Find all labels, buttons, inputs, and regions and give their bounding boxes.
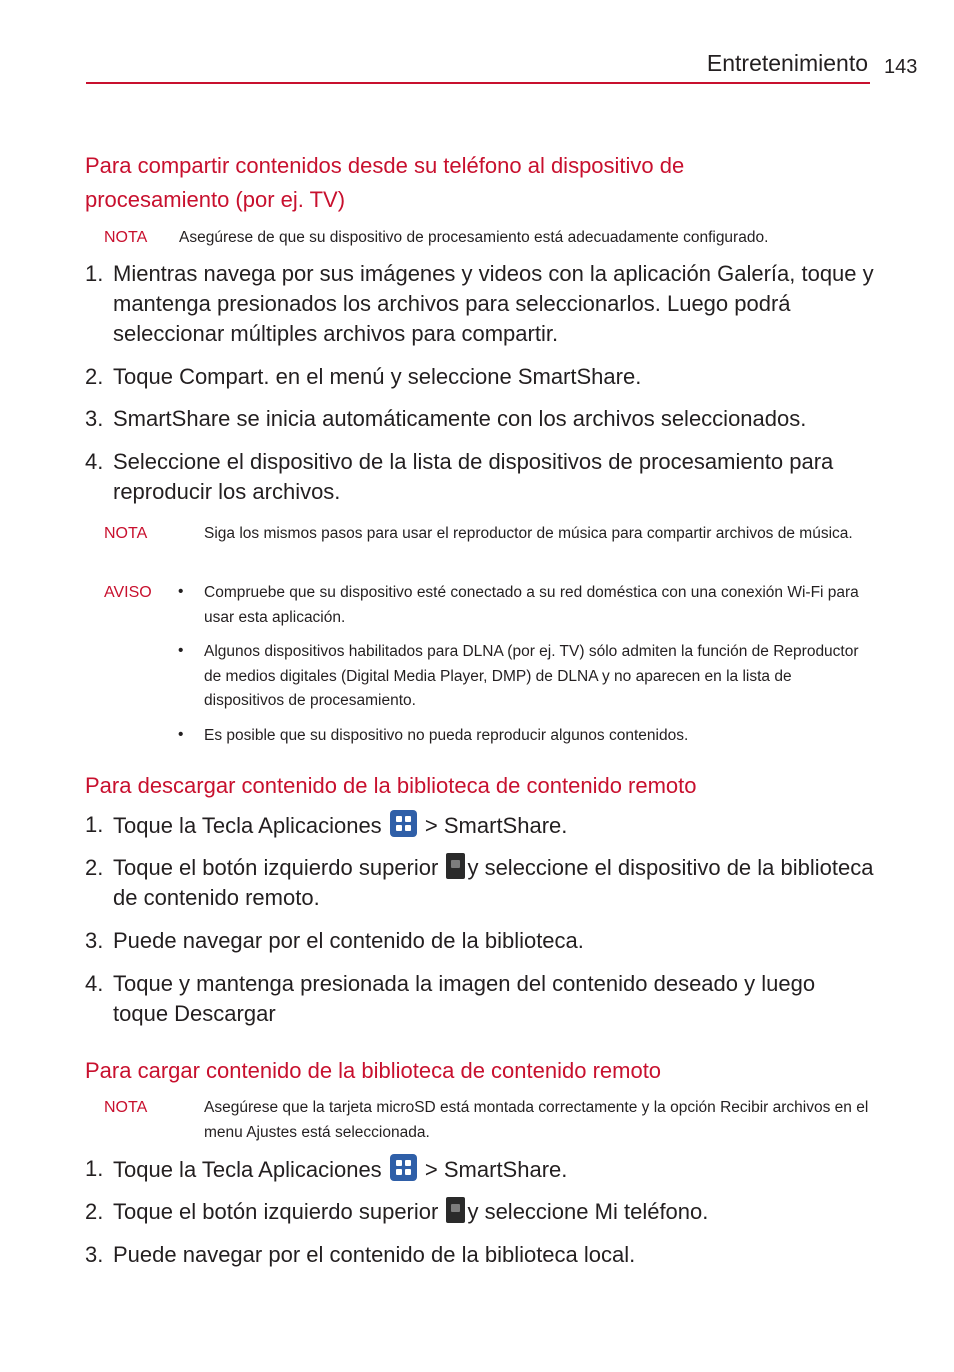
ui-term-compart: Compart.: [179, 364, 270, 389]
list-number: 3.: [85, 406, 104, 431]
list-number: 1.: [85, 1156, 104, 1181]
list-number: 1.: [85, 812, 104, 837]
list-item: [85, 404, 875, 434]
warning-label: AVISO: [104, 584, 152, 601]
list-item: [85, 926, 875, 956]
list-item: [85, 259, 875, 349]
warning-text: Compruebe que su dispositivo esté conectado a su red doméstica con una conexión Wi-Fi para usar esta aplicación.: [204, 584, 859, 626]
list-text: [113, 404, 875, 434]
ui-term-smartshare: SmartShare: [517, 364, 636, 389]
ui-term-descargar: Descargar: [174, 1001, 276, 1026]
list-number: 2.: [85, 364, 104, 389]
list-number: 2.: [85, 1199, 104, 1224]
note-label: NOTA: [104, 1099, 148, 1116]
note-label: NOTA: [104, 525, 148, 542]
list-item: [85, 853, 875, 913]
note-text: Siga los mismos pasos para usar el reproductor de música para compartir archivos de música.: [204, 525, 853, 542]
ui-term-smartshare: SmartShare: [113, 406, 231, 431]
section-heading-line: procesamiento (por ej. TV): [85, 187, 346, 212]
list-number: 4.: [85, 449, 104, 474]
text-run: y seleccione: [467, 1199, 595, 1224]
text-run: y seleccione el dispositivo de la biblioteca de contenido remoto.: [113, 855, 874, 910]
list-item: [85, 810, 875, 841]
bullet-icon: •: [178, 583, 184, 600]
list-text: [113, 969, 875, 1029]
ui-term-recibir-archivos: Recibir archivos: [720, 1099, 831, 1116]
list-text: [113, 1154, 875, 1185]
top-left-button-icon: [446, 1197, 465, 1223]
list-number: 4.: [85, 971, 104, 996]
top-left-button-icon: [446, 853, 465, 879]
text-run: Toque el botón izquierdo superior: [113, 855, 445, 880]
section-heading-download: Para descargar contenido de la biblioteca de contenido remoto: [85, 773, 697, 798]
section-heading-share: [85, 149, 875, 217]
bullet-icon: •: [178, 642, 184, 659]
ui-term-smartshare: > SmartShare: [418, 1157, 562, 1182]
page-number: 143: [884, 56, 918, 78]
section-heading-line: Para compartir contenidos desde su teléfono al dispositivo de: [85, 153, 685, 178]
list-item: [85, 447, 875, 507]
text-run: Asegúrese que la tarjeta microSD está montada correctamente y la opción: [204, 1099, 721, 1116]
text-run: Toque la: [113, 1157, 202, 1182]
apps-grid-icon: [390, 1154, 417, 1181]
text-run: .: [702, 1199, 709, 1224]
list-number: 3.: [85, 1242, 104, 1267]
list-text: Puede navegar por el contenido de la biblioteca.: [113, 928, 584, 953]
text-run: .: [561, 1157, 568, 1182]
text-run: se inicia automáticamente con los archivos seleccionados.: [230, 406, 807, 431]
list-number: 1.: [85, 261, 104, 286]
ui-term-mi-telefono: Mi teléfono: [594, 1199, 703, 1224]
list-text: Mientras navega por sus imágenes y videos con la aplicación Galería, toque y mantenga presionados los archivos para seleccionarlos. Luego podrá seleccionar múltiples archivos para compartir.: [113, 261, 874, 346]
bullet-icon: •: [178, 726, 184, 743]
page-header: [86, 48, 870, 84]
list-item: [85, 1240, 875, 1270]
list-text: [113, 853, 875, 913]
list-number: 3.: [85, 928, 104, 953]
list-text: [113, 810, 875, 841]
header-title: Entretenimiento: [706, 50, 868, 76]
section-heading-upload: Para cargar contenido de la biblioteca de contenido remoto: [85, 1058, 662, 1083]
list-item: [85, 1197, 875, 1227]
ui-term-apps-key: Tecla Aplicaciones: [201, 1157, 382, 1182]
apps-grid-icon: [390, 810, 417, 837]
note-text: Asegúrese de que su dispositivo de procesamiento está adecuadamente configurado.: [179, 229, 769, 246]
text-run: en el menú y seleccione: [269, 364, 518, 389]
list-text: Puede navegar por el contenido de la biblioteca local.: [113, 1242, 636, 1267]
note-text: [204, 1096, 874, 1145]
list-text: [113, 1197, 875, 1227]
text-run: Toque: [113, 364, 180, 389]
list-text: [113, 362, 875, 392]
ui-term-smartshare: > SmartShare.: [418, 813, 568, 838]
list-item: [85, 1154, 875, 1185]
text-run: Toque y mantenga presionada la imagen del contenido deseado y luego toque: [113, 971, 816, 1026]
list-number: 2.: [85, 855, 104, 880]
text-run: .: [635, 364, 642, 389]
ui-term-apps-key: Tecla Aplicaciones: [201, 813, 382, 838]
list-text: Seleccione el dispositivo de la lista de dispositivos de procesamiento para reproducir los archivos.: [113, 449, 834, 504]
note-label: NOTA: [104, 229, 148, 246]
list-item: [85, 969, 875, 1029]
text-run: Toque la: [113, 813, 202, 838]
text-run: en el menu Ajustes está seleccionada.: [204, 1099, 869, 1141]
warning-text: Es posible que su dispositivo no pueda reproducir algunos contenidos.: [204, 727, 689, 744]
list-item: [85, 362, 875, 392]
warning-text: Algunos dispositivos habilitados para DLNA (por ej. TV) sólo admiten la función de Reproductor de medios digitales (Digital Media Player, DMP) de DLNA y no aparecen en la lista de dispositivos de procesamiento.: [204, 643, 859, 709]
text-run: Toque el botón izquierdo superior: [113, 1199, 445, 1224]
